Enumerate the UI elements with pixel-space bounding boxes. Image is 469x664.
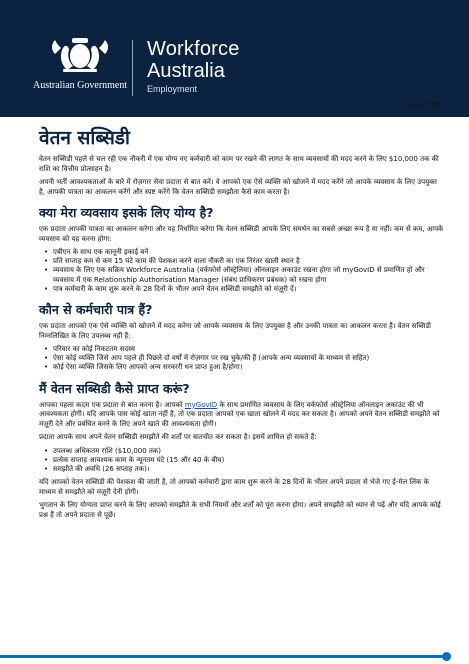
section-how-paragraph-4: भुगतान के लिए योग्यता प्राप्त करने के लिए आपको समझौते के सभी नियमों और शर्तों को पूरा करना होगा। अपने समझौते को ध्यान से पढ़ें और यदि आपके कोई प्रश्न हैं तो अपने प्रदाता से पूछें। [39,501,441,519]
government-name: Australian Government [33,80,128,91]
page-header [0,0,469,117]
list-item: • ऐसा कोई व्यक्ति जिसे आप पहले ही पिछले दो वर्षों में रोज़गार पर रख चुके/की हैं (आपके अन्य व्यवसायों के माध्यम से सहित) [53,354,444,363]
section-how-paragraph-3: यदि आपको वेतन सब्सिडी की पेशकश की जाती है, तो आपको कर्मचारी द्वारा काम शुरू करने के 28 दिनों के भीतर अपने प्रदाता से भेजे गए ई-मेल लिंक के माध्यम से समझौते को मंज़ूरी देनी होगी। [39,478,429,496]
section-how-paragraph-1 [39,401,444,430]
section-eligibility-heading: क्या मेरा व्यवसाय इसके लिए योग्य है? [39,205,214,220]
list-item: • परिवार का कोई निकटतम सदस्य [53,345,444,354]
how-text-start: आपका पहला कदम एक प्रदाता से बात करना है। आपको [39,400,185,409]
ineligible-list [39,345,444,373]
brand-australia: Australia [147,60,225,82]
how-text-end: के साथ प्रमाणित व्यवसाय के लिए वर्कफोर्स ऑस्ट्रेलिया ऑनलाइन अकाउंट की भी आवश्यकता होगी। यदि आपके पास कोई खाता नहीं है, तो एक प्रदाता आपको एक खाता खोलने में मदद कर सकता है। आपको अपने वेतन सब्सिडी समझौते को मंज़ूरी देने और प्रबंधित करने के लिए अपने खाते की आवश्यकता होगी। [39,400,440,428]
intro-paragraph-2: अपनी भर्ती आवश्यकताओं के बारे में रोज़गार सेवा प्रदाता से बात करें। वे आपको एक ऐसे व्यक्ति को खोजने में मदद करेंगे जो आपके व्यवसाय के लिए उपयुक्त है, आपकी पात्रता का आकलन करेंगे और स्पष्ट करेंगे कि वेतन सब्सिडी समझौता कैसे काम करता है। [39,178,437,196]
intro-paragraph-1: वेतन सब्सिडी पहले से चल रही एक नौकरी में एक योग्य नए कर्मचारी को काम पर रखने की लागत के साथ व्यवसायों की मदद करने के लिए $10,000 तक की राशि का वित्तीय प्रोत्साहन है। [39,155,439,173]
list-item: • कोई ऐसा व्यक्ति जिसके लिए आपको अन्य सरकारी धन प्राप्त हुआ है/होगा। [53,363,444,372]
coat-of-arms-icon [45,36,115,74]
header-divider [132,40,133,96]
document-body [39,124,444,524]
eligibility-list [39,248,444,294]
section-employees-text: एक प्रदाता आपको एक ऐसे व्यक्ति को खोजने में मदद करेगा जो आपके व्यवसाय के लिए उपयुक्त है और उनकी पात्रता का आकलन करता है। वेतन सब्सिडी निम्नलिखित के लिए उपलब्ध नहीं हैं: [39,322,431,340]
list-item: • उपलब्ध अधिकतम राशि ($10,000 तक) [53,447,444,456]
page-title: वेतन सब्सिडी [39,127,130,149]
brand-employment: Employment [147,84,198,94]
list-item: • प्रति सप्ताह कम से कम 15 घंटे काम की पेशकश करने वाला नौकरी का एक निरंतर खाली स्थान है [53,257,444,266]
section-how-heading: मैं वेतन सब्सिडी कैसे प्राप्त करूं? [39,380,190,396]
language-label: Hindi | हिंदी [406,101,440,109]
section-employees-heading: कौन से कर्मचारी पात्र हैं? [39,302,153,318]
footer-line [0,655,447,658]
brand-workforce: Workforce [147,38,240,60]
list-item: • प्रत्येक सप्ताह आवश्यक काम के न्यूनतम घंटे (15 और 40 के बीच) [53,456,444,465]
list-item: • एबीएन के साथ एक कानूनी इकाई बनें [53,248,444,257]
section-eligibility-text: एक प्रदाता आपकी पात्रता का आकलन करेगा और यह निर्धारित करेगा कि वेतन सब्सिडी आपके लिए समर्थन का सबसे अच्छा रूप है या नहीं। कम से कम, आपके व्यवसाय को यह करना होगा: [39,225,444,243]
mygovid-link[interactable]: myGovID [184,400,218,409]
section-how-paragraph-2: प्रदाता आपके साथ अपने वेतन सब्सिडी समझौते की शर्तों पर बातचीत कर सकता है। इसमें शामिल हो सकते हैं: [39,433,317,442]
list-item: • समझौते की अवधि (26 सप्ताह तक)। [53,465,444,474]
list-item: • पात्र कर्मचारी के काम शुरू करने के 28 दिनों के भीतर अपने वेतन सब्सिडी समझौते को मंज़ूरी दें। [53,285,444,294]
terms-list [39,447,444,475]
list-item: • व्यवसाय के लिए एक सक्रिय Workforce Australia (वर्कफोर्स ऑस्ट्रेलिया) ऑनलाइन अकाउंट रखना होगा जो myGovID से प्रमाणित हो और व्यवसाय में एक Relationship Authorisation Manager (संबंध प्राधिकरण प्रबंधक) को रखना होगा [53,266,444,284]
footer-dot [442,652,451,661]
